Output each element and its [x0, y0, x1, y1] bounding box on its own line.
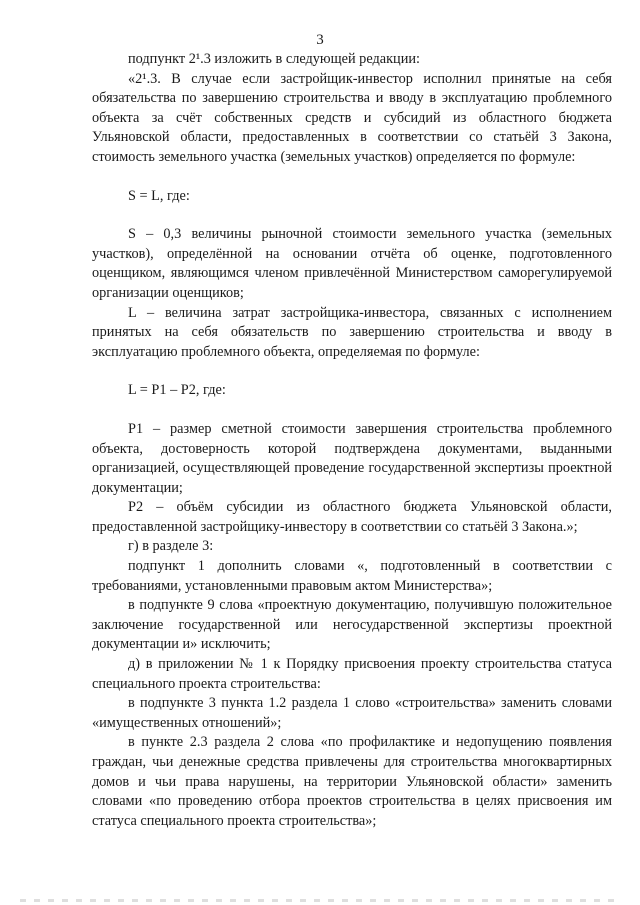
paragraph-clause-2-1-3: «2¹.3. В случае если застройщик-инвестор исполнил принятые на себя обязательства по завершению строительства и вводу в эксплуатацию проблемного объекта за счёт собственных средств и субсидий из областного бюджета Ульяновской области, предоставленных в соответствии со статьёй 3 Закона, стоимость земельного участка (земельных участков) определяется по формуле:: [92, 70, 612, 165]
paragraph-p1-definition: P1 – размер сметной стоимости завершения строительства проблемного объекта, достоверность которой подтверждена документами, выданными организацией, осуществляющей проведение государственной экспертизы проектной документации;: [92, 420, 612, 496]
paragraph-l-definition: L – величина затрат застройщика-инвестора, связанных с исполнением принятых на себя обязательств по завершению строительства и вводу в эксплуатацию проблемного объекта, определяемая по формуле:: [92, 304, 612, 360]
paragraph-subclause-9: в подпункте 9 слова «проектную документацию, получившую положительное заключение государственной или негосударственной экспертизы проектной документации и» исключить;: [92, 597, 612, 653]
formula-s: S = L, где:: [128, 187, 190, 204]
paragraph-clause-1-2: в подпункте 3 пункта 1.2 раздела 1 слово «строительства» заменить словами «имущественных отношений»;: [92, 695, 612, 731]
paragraph-subclause-1: подпункт 1 дополнить словами «, подготовленный в соответствии с требованиями, установленными правовым актом Министерства»;: [92, 558, 612, 594]
paragraph-clause-2-3: в пункте 2.3 раздела 2 слова «по профилактике и недопущению появления граждан, чьи денежные средства привлечены для строительства многоквартирных домов и чьи права нарушены, на территории Ульяновской области» заменить словами «по проведению отбора проектов строительства в целях присвоения им статуса специального проекта строительства»;: [92, 734, 612, 829]
document-body: [92, 50, 612, 831]
formula-l: L = P1 – P2, где:: [128, 382, 226, 399]
scan-artifact: [20, 899, 620, 902]
paragraph-intro: подпункт 2¹.3 изложить в следующей редакции:: [128, 51, 420, 67]
paragraph-s-definition: S – 0,3 величины рыночной стоимости земельного участка (земельных участков), определённой на основании отчёта об оценке, подготовленного оценщиком, являющимся членом привлечённой Министерством саморегулируемой организации оценщиков;: [92, 226, 612, 301]
page-number: 3: [316, 32, 324, 48]
paragraph-appendix-1: д) в приложении № 1 к Порядку присвоения проекту строительства статуса специального проекта строительства:: [92, 656, 612, 692]
paragraph-section-3: г) в разделе 3:: [128, 538, 214, 555]
paragraph-p2-definition: P2 – объём субсидии из областного бюджета Ульяновской области, предоставленной застройщику-инвестору в соответствии со статьёй 3 Закона.»;: [92, 499, 612, 535]
